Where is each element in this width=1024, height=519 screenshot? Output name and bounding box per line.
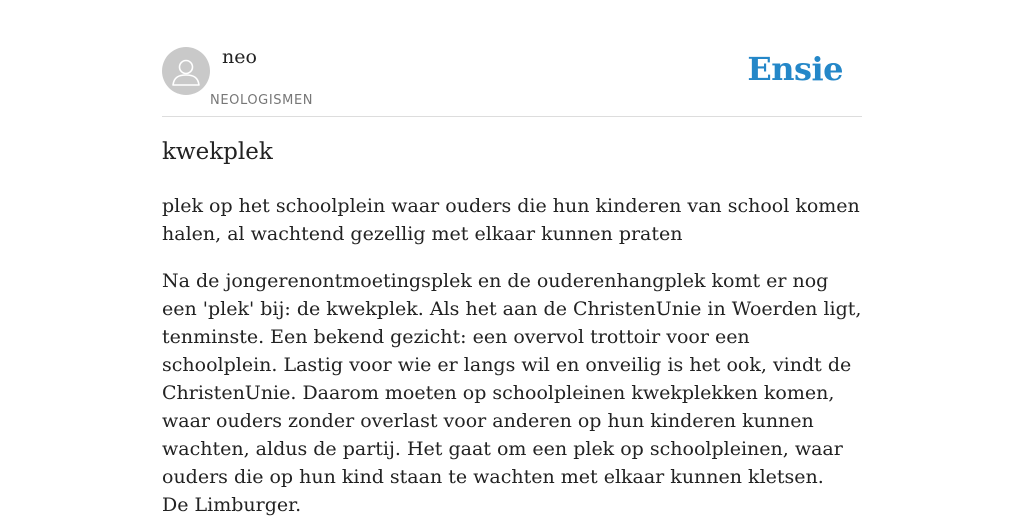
entry-page	[162, 0, 862, 516]
entry-definition: plek op het schoolplein waar ouders die hun kinderen van school komen halen, al wachtend gezellig met elkaar kunnen praten	[162, 195, 860, 245]
entry-example	[162, 267, 862, 519]
entry-title: kwekplek	[162, 139, 273, 165]
user-icon	[162, 47, 210, 95]
avatar[interactable]	[162, 47, 210, 95]
group-label[interactable]: NEOLOGISMEN	[210, 93, 314, 108]
example-source: De Limburger.	[162, 494, 302, 516]
entry-header	[162, 0, 862, 117]
example-text: Na de jongerenontmoetingsplek en de ouderenhangplek komt er nog een 'plek' bij: de kwekplek. Als het aan de ChristenUnie in Woerden ligt, tenminste. Een bekend gezicht: een overvol trottoir voor een schoolplein. Lastig voor wie er langs wil en onveilig is het ook, vindt de ChristenUnie. Daarom moeten op schoolpleinen kwekplekken komen, waar ouders zonder overlast voor anderen op hun kinderen kunnen wachten, aldus de partij. Het gaat om een plek op schoolpleinen, waar ouders die op hun kind staan te wachten met elkaar kunnen kletsen.	[162, 270, 862, 488]
username-link[interactable]: neo	[222, 46, 257, 68]
ensie-logo[interactable]: Ensie	[747, 50, 843, 88]
